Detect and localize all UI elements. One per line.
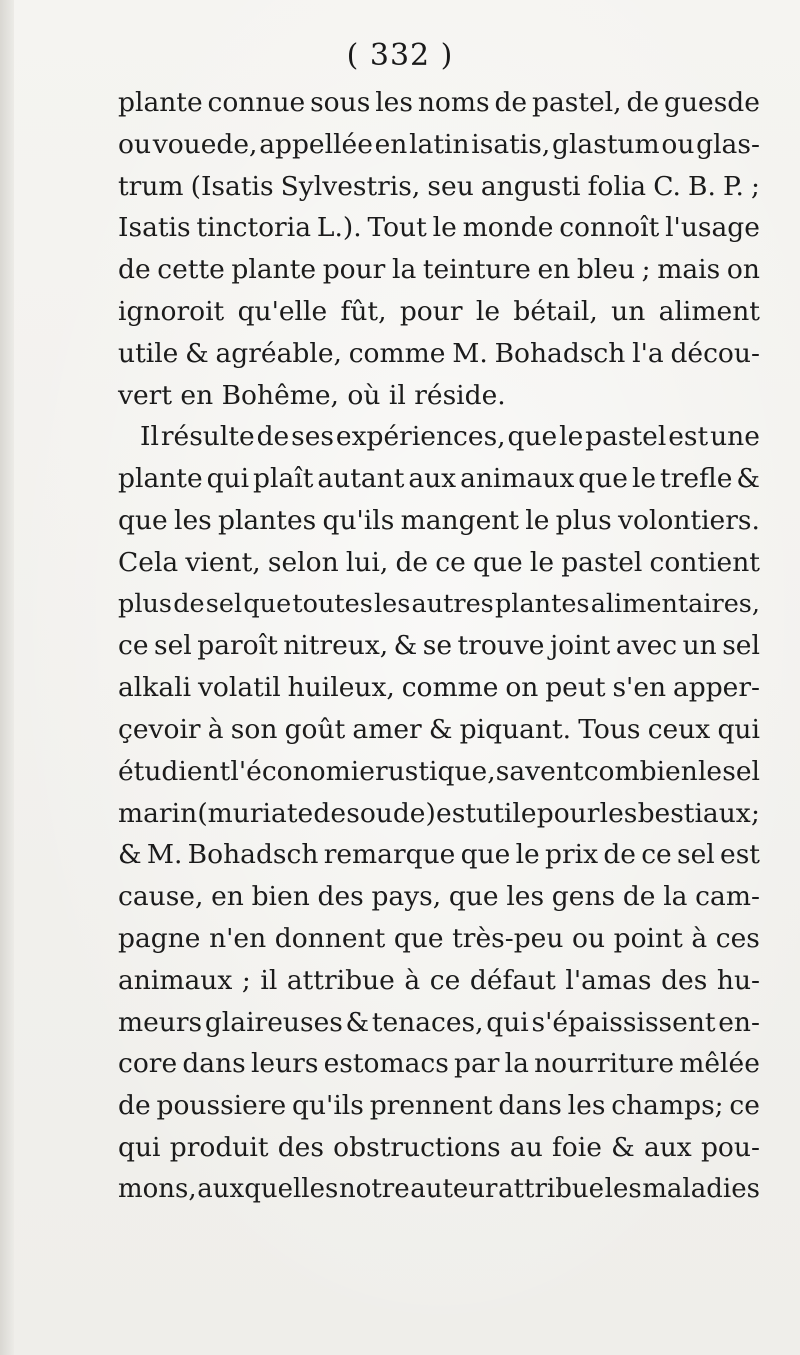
text-line: étudient l'économie rustique, savent combien le sel <box>118 755 760 787</box>
text-line: plante connue sous les noms de pastel, de guesde <box>118 87 760 118</box>
text-line: meurs glaireuses & tenaces, qui s'épaississent en- <box>118 1006 760 1038</box>
text-line: çevoir à son goût amer & piquant. Tous ceux qui <box>118 713 760 745</box>
text-line: ignoroit qu'elle fût, pour le bétail, un aliment <box>118 295 760 327</box>
page-gutter <box>0 0 14 1355</box>
text-line: Il résulte de ses expériences, que le pastel est une <box>140 421 760 453</box>
text-line: qui produit des obstructions au foie & aux pou- <box>118 1131 760 1163</box>
text-line: mons, auxquelles notre auteur attribue les maladies <box>118 1173 760 1204</box>
text-line: vert en Bohême, où il réside. <box>118 379 506 411</box>
text-line: plus de sel que toutes les autres plantes alimentaires, <box>118 588 760 619</box>
text-line: core dans leurs estomacs par la nourriture mêlée <box>118 1048 760 1080</box>
text-line: de cette plante pour la teinture en bleu ; mais on <box>118 254 760 286</box>
text-line: & M. Bohadsch remarque que le prix de ce sel est <box>118 839 760 871</box>
text-line: ce sel paroît nitreux, & se trouve joint avec un sel <box>118 630 760 662</box>
text-line: que les plantes qu'ils mangent le plus volontiers. <box>118 504 760 536</box>
text-line: animaux ; il attribue à ce défaut l'amas des hu- <box>118 964 760 996</box>
text-line: plante qui plaît autant aux animaux que le trefle & <box>118 463 760 495</box>
body-text <box>118 82 760 1211</box>
text-line: Cela vient, selon lui, de ce que le pastel contient <box>118 546 760 578</box>
text-line: Isatis tinctoria L.). Tout le monde connoît l'usage <box>118 212 760 244</box>
text-line: de poussiere qu'ils prennent dans les champs; ce <box>118 1090 760 1122</box>
text-line: marin (muriate de soude) est utile pour les bestiaux ; <box>118 797 760 829</box>
text-line: ou vouede, appellée en latin isatis, glastum ou glas- <box>118 128 760 160</box>
page-number: ( 332 ) <box>346 38 454 73</box>
text-line: trum (Isatis Sylvestris, seu angusti folia C. B. P. ; <box>118 170 760 202</box>
text-line: cause, en bien des pays, que les gens de la cam- <box>118 881 760 913</box>
text-line: pagne n'en donnent que très-peu ou point à ces <box>118 922 760 954</box>
text-line: utile & agréable, comme M. Bohadsch l'a décou- <box>118 337 760 369</box>
text-line: alkali volatil huileux, comme on peut s'en apper- <box>118 672 760 704</box>
